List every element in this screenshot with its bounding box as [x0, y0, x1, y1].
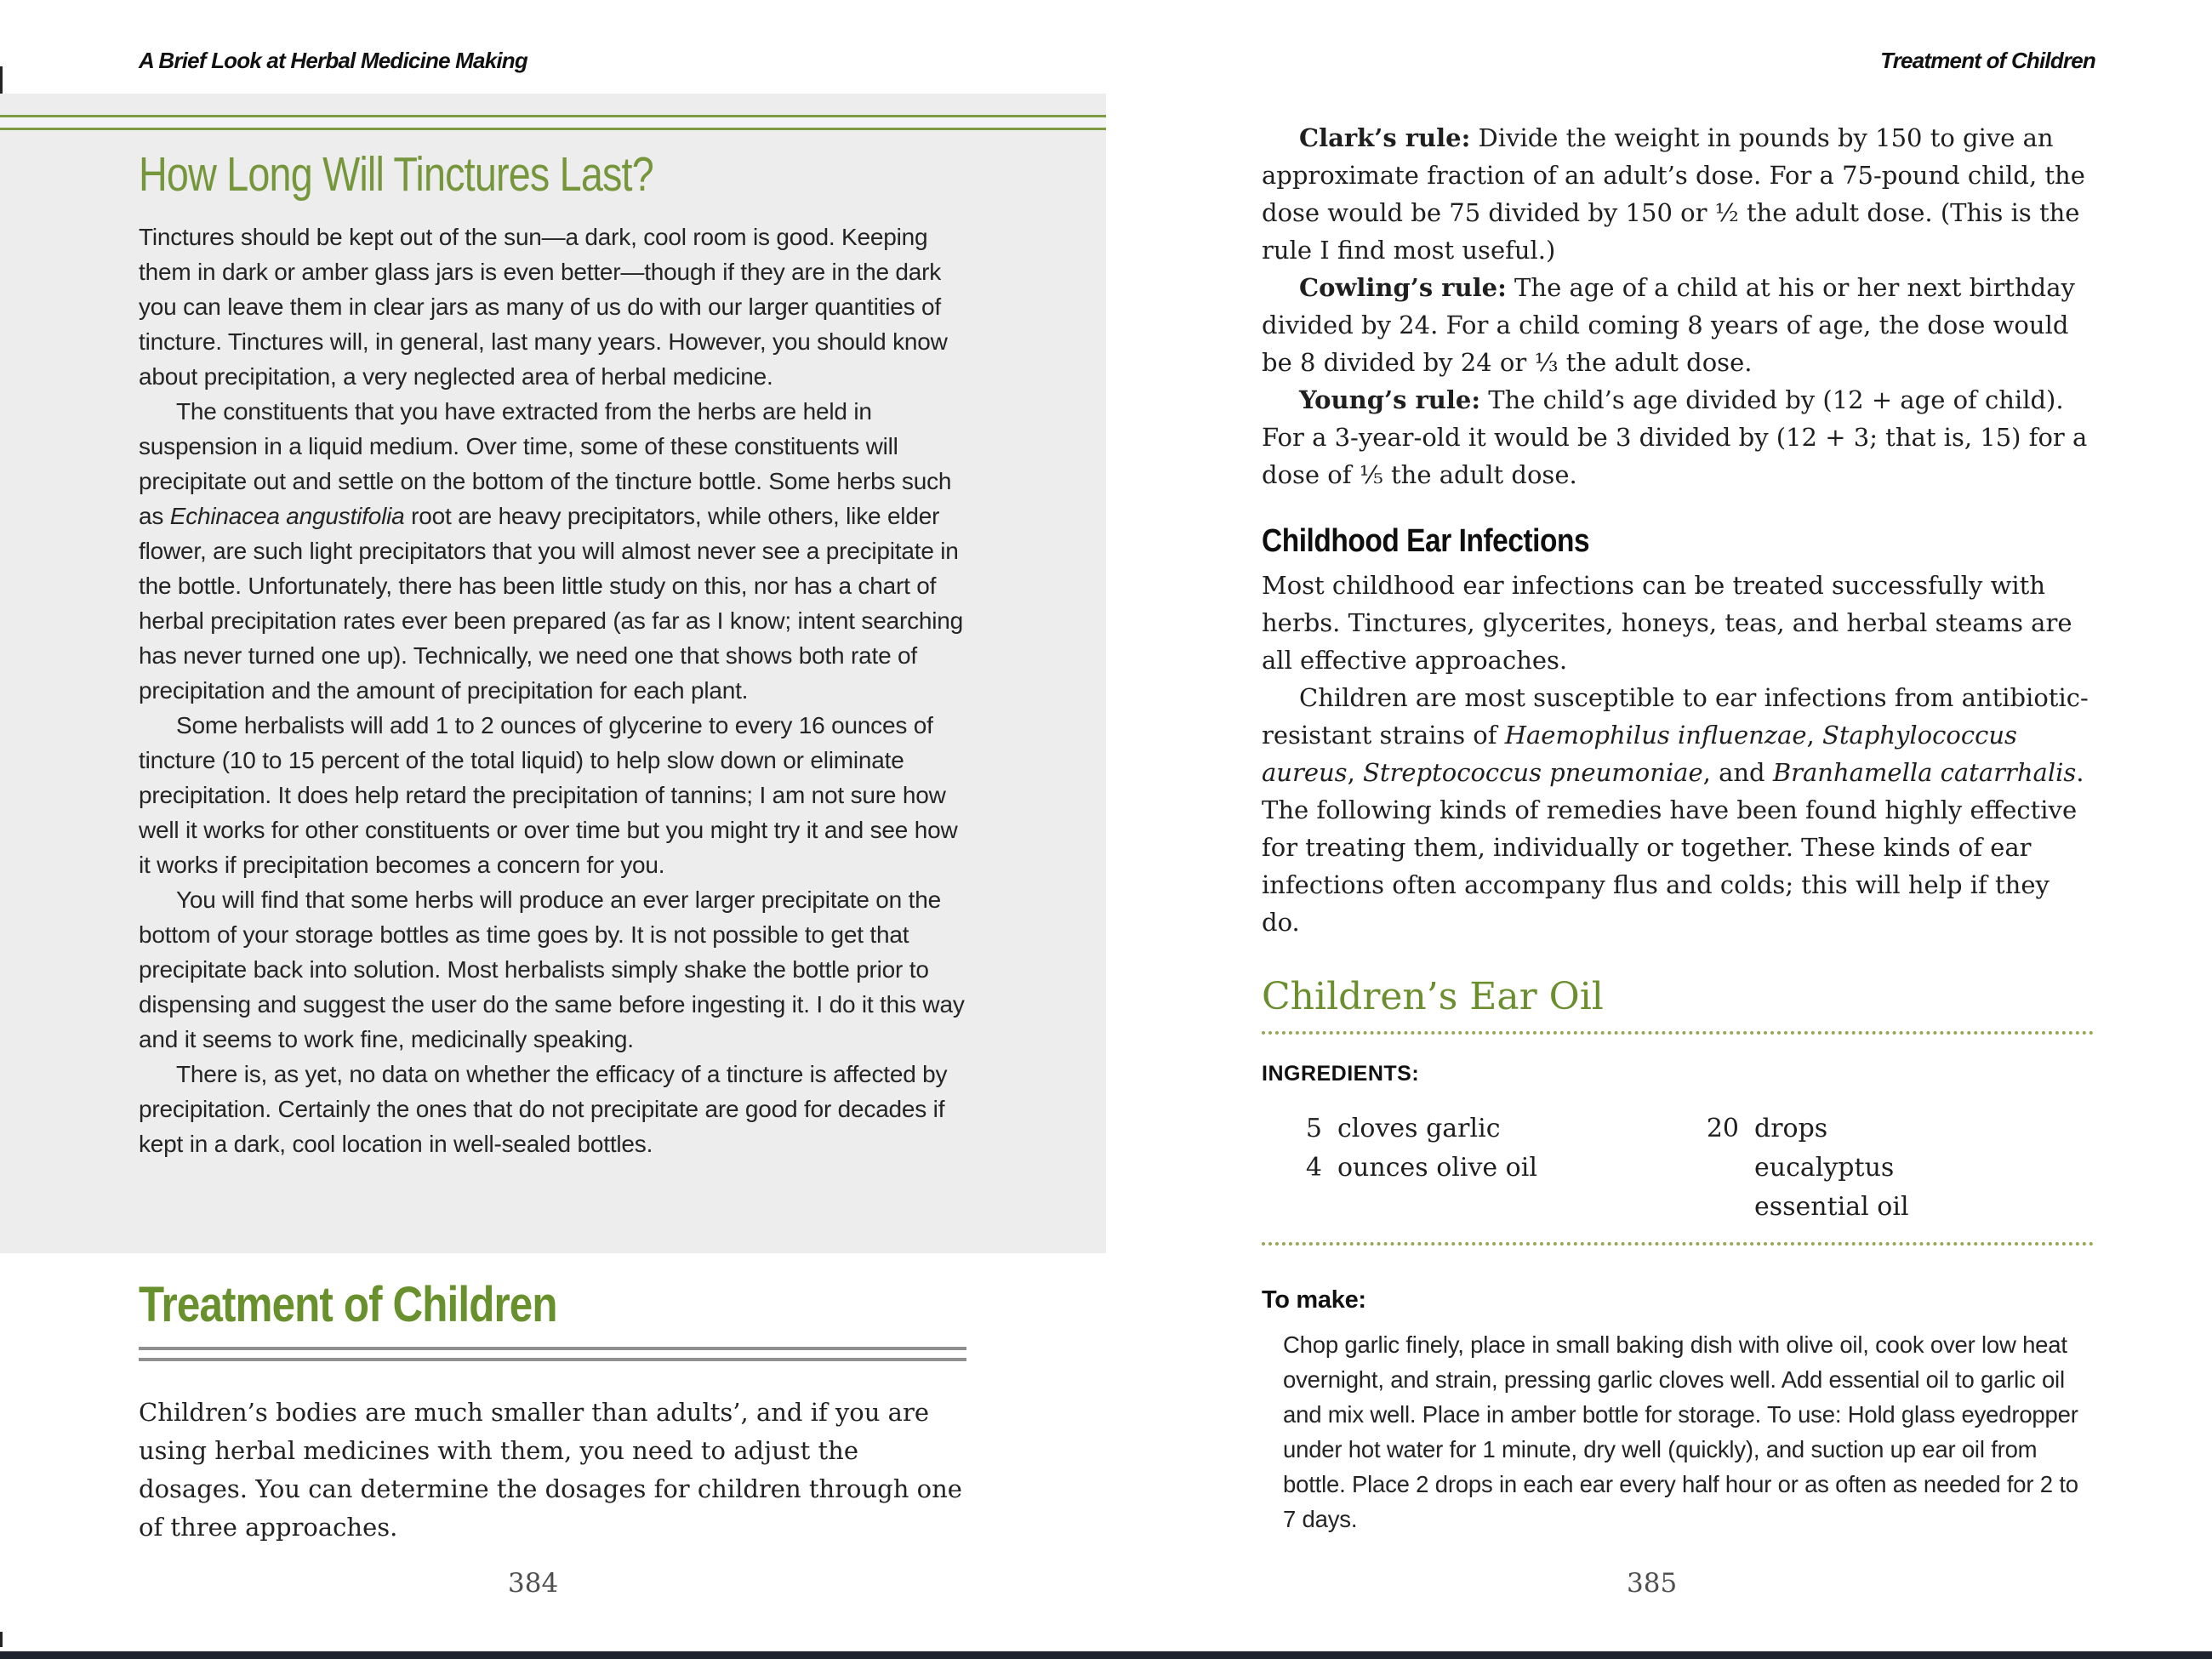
tincture-info-panel [0, 94, 1106, 1253]
treatment-divider [139, 1347, 966, 1361]
rule-name-bold: Young’s rule: [1299, 385, 1481, 414]
to-make-label: To make: [1262, 1286, 1366, 1314]
dosage-rule-clark [1262, 119, 2094, 269]
treatment-intro: Children’s bodies are much smaller than adults’, and if you are using herbal medicines with them, you need to adjust the dosages. You can determine the dosages for children through one of three approaches. [139, 1398, 962, 1542]
paragraph-text: , and [1702, 758, 1773, 787]
ingredients-list [1283, 1109, 2094, 1227]
page-number-left: 384 [508, 1568, 559, 1599]
latin-name-italic: Haemophilus influenzae [1504, 721, 1807, 750]
ingredients-column-2 [1700, 1109, 1967, 1227]
tincture-paragraph: Tinctures should be kept out of the sun—a dark, cool room is good. Keeping them in dark or amber glass jars is even better—though if they are in the dark you can leave them in clear jars as many of us do with our larger quantities of tincture. Tinctures will, in general, last many years. However, you should know about precipitation, a very neglected area of herbal medicine. [139, 224, 948, 390]
panel-top-rule-band [0, 115, 1106, 130]
paragraph-text: The constituents that you have extracted from the herbs are held in suspension in a liquid medium. Over time, some of these constituents will precipitate out and settle on the bottom of the tincture bottle. Some herbs such as [139, 398, 952, 529]
paragraph-text: . The following kinds of remedies have been found highly effective for treating them, individually or together. These kinds of ear infections often accompany flus and colds; this will help if they do. [1262, 758, 2084, 937]
to-make-instructions: Chop garlic finely, place in small baking dish with olive oil, cook over low heat overnight, and strain, pressing garlic cloves well. Add essential oil to garlic oil and mix well. Place in amber bottle for storage. To use: Hold glass eyedropper under hot water for 1 minute, dry well (quickly), and suction up ear oil from bottle. Place 2 drops in each ear every half hour or as often as needed for 2 to 7 days. [1283, 1331, 2078, 1532]
ingredient-row [1283, 1109, 1700, 1149]
paragraph-text: Children are most susceptible to ear infections from antibiotic-resistant strains of [1262, 683, 2089, 750]
paragraph-text: root are heavy precipitators, while others, like elder flower, are such light precipitators that you will almost never see a precipitate in the bottle. Unfortunately, there has been little study on this, nor has a chart of herbal precipitation rates ever been prepared (as far as I know; intent searching has never turned one up). Technically, we need one that shows both rate of precipitation and the amount of precipitation for each plant. [139, 503, 964, 704]
ingredient-name: cloves garlic [1337, 1114, 1501, 1143]
footer-bar [0, 1651, 2212, 1659]
ear-infections-heading: Childhood Ear Infections [1262, 523, 1590, 559]
scan-edge-artifact-bottom [0, 1632, 3, 1647]
tincture-paragraph [139, 394, 968, 708]
rule-name-bold: Cowling’s rule: [1299, 273, 1507, 302]
tincture-paragraph: There is, as yet, no data on whether the efficacy of a tincture is affected by precipitation. Certainly the ones that do not precipitate are good for decades if kept in a dark, cool location in well-sealed bottles. [139, 1061, 948, 1157]
ear-infections-paragraph: Most childhood ear infections can be treated successfully with herbs. Tinctures, glycerites, honeys, teas, and herbal steams are all effective approaches. [1262, 571, 2072, 675]
recipe-heading: Children’s Ear Oil [1262, 975, 1604, 1018]
ear-infections-paragraph [1262, 679, 2094, 941]
ingredient-qty: 4 [1305, 1153, 1322, 1183]
tincture-panel-title: How Long Will Tinctures Last? [139, 147, 653, 202]
paragraph-text: , [1806, 721, 1822, 750]
treatment-heading: Treatment of Children [139, 1277, 557, 1332]
ingredients-column-1 [1283, 1109, 1700, 1227]
page-number-right: 385 [1627, 1568, 1678, 1599]
rule-text: Divide the weight in pounds by 150 to give an approximate fraction of an adult’s dose. For a 75-pound child, the dose would be 75 divided by 150 or ½ the adult dose. (This is the rule I find most useful.) [1262, 123, 2085, 265]
rule-name-bold: Clark’s rule: [1299, 123, 1471, 152]
right-page-column [1262, 119, 2094, 1536]
running-header-right: Treatment of Children [1880, 48, 2095, 73]
latin-name-italic: Staphylococcus aureus [1262, 721, 2017, 787]
treatment-of-children-section [139, 1277, 966, 1547]
tincture-paragraph: You will find that some herbs will produce an ever larger precipitate on the bottom of your storage bottles as time goes by. It is not possible to get that precipitate back into solution. Most herbalists simply shake the bottle prior to dispensing and suggest the user do the same before ingesting it. I do it this way and it seems to work fine, medicinally speaking. [139, 887, 965, 1052]
dotted-divider-top [1262, 1031, 2094, 1035]
ingredient-name: drops eucalyptus essential oil [1754, 1114, 1909, 1222]
paragraph-text: , [1347, 758, 1363, 787]
dotted-divider-bottom [1262, 1242, 2094, 1246]
ingredient-qty: 5 [1305, 1114, 1322, 1143]
ingredients-label: INGREDIENTS: [1262, 1062, 1420, 1086]
rule-text: The age of a child at his or her next birthday divided by 24. For a child coming 8 years of age, the dose would be 8 divided by 24 or ⅓ the adult dose. [1262, 273, 2075, 377]
ingredient-row [1283, 1149, 1700, 1188]
tincture-panel-body [139, 219, 968, 1161]
ingredient-qty: 20 [1706, 1114, 1739, 1143]
ingredient-name: ounces olive oil [1337, 1153, 1537, 1183]
latin-name-italic: Streptococcus pneumoniae [1363, 758, 1703, 787]
dosage-rule-cowling [1262, 269, 2094, 381]
tincture-paragraph: Some herbalists will add 1 to 2 ounces of glycerine to every 16 ounces of tincture (10 to 15 percent of the total liquid) to help slow down or eliminate precipitation. It does help retard the precipitation of tannins; I am not sure how well it works for other constituents or over time but you might try it and see how it works if precipitation becomes a concern for you. [139, 712, 958, 878]
latin-name-italic: Branhamella catarrhalis [1772, 758, 2077, 787]
latin-name-italic: Echinacea angustifolia [169, 503, 405, 529]
running-header-left: A Brief Look at Herbal Medicine Making [139, 48, 527, 73]
ingredient-row [1700, 1109, 1967, 1227]
rule-text: The child’s age divided by (12 + age of child). For a 3-year-old it would be 3 divided by (12 + 3; that is, 15) for a dose of ⅕ the adult dose. [1262, 385, 2088, 489]
dosage-rule-young [1262, 381, 2094, 493]
